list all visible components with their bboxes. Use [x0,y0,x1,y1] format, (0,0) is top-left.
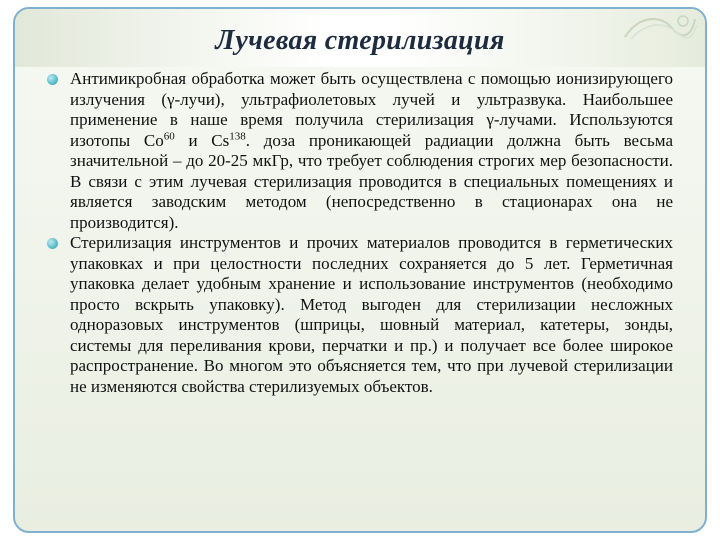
bullet-icon [47,74,58,85]
isotope-superscript: 60 [163,129,175,142]
isotope-superscript: 138 [229,129,246,142]
list-item [45,233,673,397]
title-bar [15,9,705,67]
decorative-swirl-icon [621,11,699,43]
bullet-list [45,69,673,397]
bullet-icon [47,238,58,249]
bullet-text-part: и Cs [174,130,230,150]
bullet-text: Стерилизация инструментов и прочих материалов проводится в герметических упаковках и при целостности последних сохраняется до 5 лет. Герметичная упаковка делает удобным хранение и использование инструментов (необходимо просто вскрыть упаковку). Метод выгоден для стерилизации несложных одноразовых инструментов (шприцы, шовный материал, катетеры, зонды, системы для переливания крови, перчатки и пр.) и получает все более широкое распространение. Во многом это объясняется тем, что при лучевой стерилизации не изменяются свойства стерилизуемых объектов. [70,233,673,396]
slide-title: Лучевая стерилизация [215,25,505,56]
slide-frame [13,7,707,533]
list-item [45,69,673,233]
bullet-text-part: . доза проникающей радиации должна быть весьма значительной – до 20-25 мкГр, что требует соблюдения строгих мер безопасности. В связи с этим лучевая стерилизация проводится в специальных помещениях и является заводским методом (непосредственно в стационарах она не производится). [70,130,673,232]
bullet-text-part: Антимикробная обработка может быть осуществлена с помощью ионизирующего излучения (γ-лучи), ультрафиолетовых лучей и ультразвука. Наибольшее применение в наше время получила стерилизация γ-лучами. Используются изотопы Co [70,69,673,150]
